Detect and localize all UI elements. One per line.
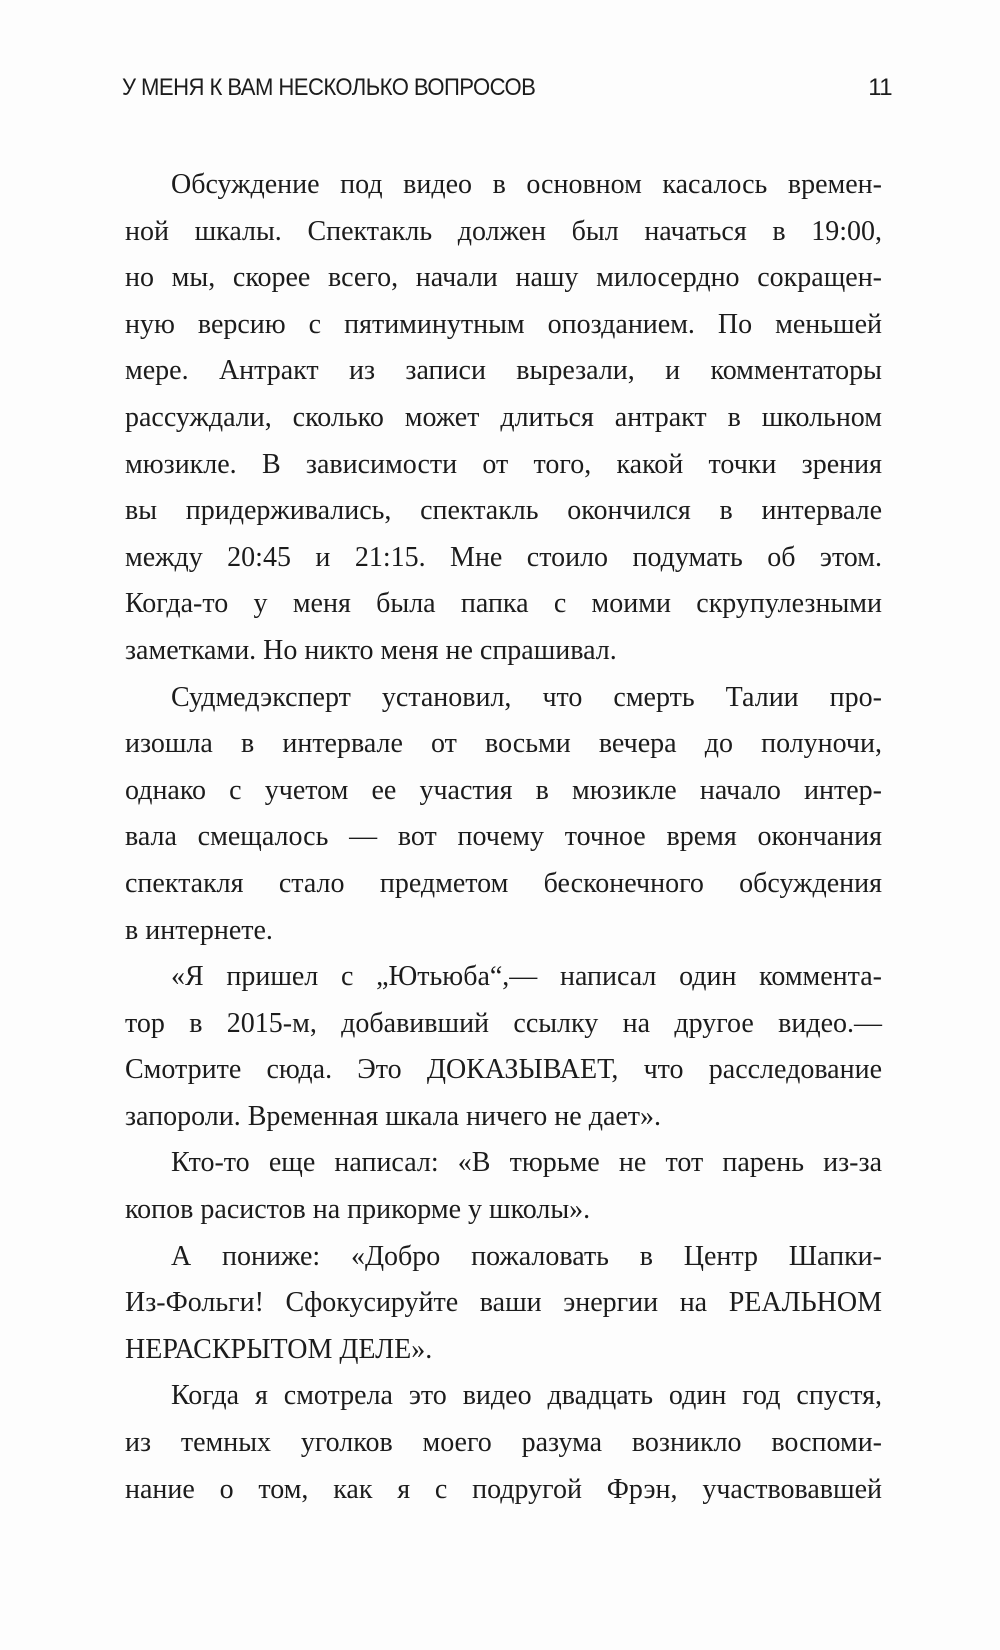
paragraph (125, 675, 882, 955)
text-line: Кто-то еще написал: «В тюрьме не тот парень из-за (171, 1147, 882, 1179)
paragraph (125, 1373, 882, 1513)
text-line: мюзикле. В зависимости от того, какой точки зрения (125, 448, 882, 480)
text-line: спектакля стало предметом бесконечного обсуждения (125, 867, 882, 899)
text-line: НЕРАСКРЫТОМ ДЕЛЕ». (125, 1333, 433, 1365)
text-line: Когда-то у меня была папка с моими скрупулезными (125, 588, 882, 620)
running-header (122, 74, 892, 108)
running-title: У МЕНЯ К ВАМ НЕСКОЛЬКО ВОПРОСОВ (122, 74, 536, 101)
text-line: Из-Фольги! Сфокусируйте ваши энергии на РЕАЛЬНОМ (125, 1287, 882, 1319)
text-line: ной шкалы. Спектакль должен был начаться в 19:00, (125, 215, 882, 247)
text-line: тор в 2015-м, добавивший ссылку на другое видео.— (125, 1007, 882, 1039)
text-line: «Я пришел с „Ютьюба“,— написал один коммента- (171, 961, 882, 993)
text-line: Судмедэксперт установил, что смерть Талии про- (171, 681, 882, 713)
text-line: мере. Антракт из записи вырезали, и комментаторы (125, 355, 882, 387)
paragraph (125, 162, 882, 675)
text-line: нание о том, как я с подругой Фрэн, участвовавшей (125, 1473, 882, 1505)
text-line: Обсуждение под видео в основном касалось времен- (171, 169, 882, 200)
text-line: изошла в интервале от восьми вечера до полуночи, (125, 728, 882, 760)
text-line: копов расистов на прикорме у школы». (125, 1194, 591, 1226)
paragraph (125, 1234, 882, 1374)
paragraph (125, 954, 882, 1140)
text-line: А пониже: «Добро пожаловать в Центр Шапки- (171, 1240, 882, 1272)
text-line: между 20:45 и 21:15. Мне стоило подумать об этом. (125, 541, 882, 573)
page-body-text (125, 162, 882, 1513)
text-line: но мы, скорее всего, начали нашу милосердно сокращен- (125, 262, 882, 294)
text-line: Смотрите сюда. Это ДОКАЗЫВАЕТ, что расследование (125, 1054, 882, 1086)
text-line: ную версию с пятиминутным опозданием. По меньшей (125, 308, 882, 340)
page-number: 11 (868, 74, 892, 101)
text-line: вала смещалось — вот почему точное время окончания (125, 821, 882, 853)
paragraph (125, 1140, 882, 1233)
text-line: заметками. Но никто меня не спрашивал. (125, 634, 617, 666)
text-line: из темных уголков моего разума возникло воспоми- (125, 1427, 882, 1459)
text-line: Когда я смотрела это видео двадцать один год спустя, (171, 1380, 882, 1412)
text-line: в интернете. (125, 914, 273, 946)
text-line: рассуждали, сколько может длиться антракт в школьном (125, 401, 882, 433)
text-line: вы придерживались, спектакль окончился в интервале (125, 495, 882, 527)
text-line: запороли. Временная шкала ничего не дает». (125, 1100, 662, 1132)
text-line: однако с учетом ее участия в мюзикле начало интер- (125, 774, 882, 806)
